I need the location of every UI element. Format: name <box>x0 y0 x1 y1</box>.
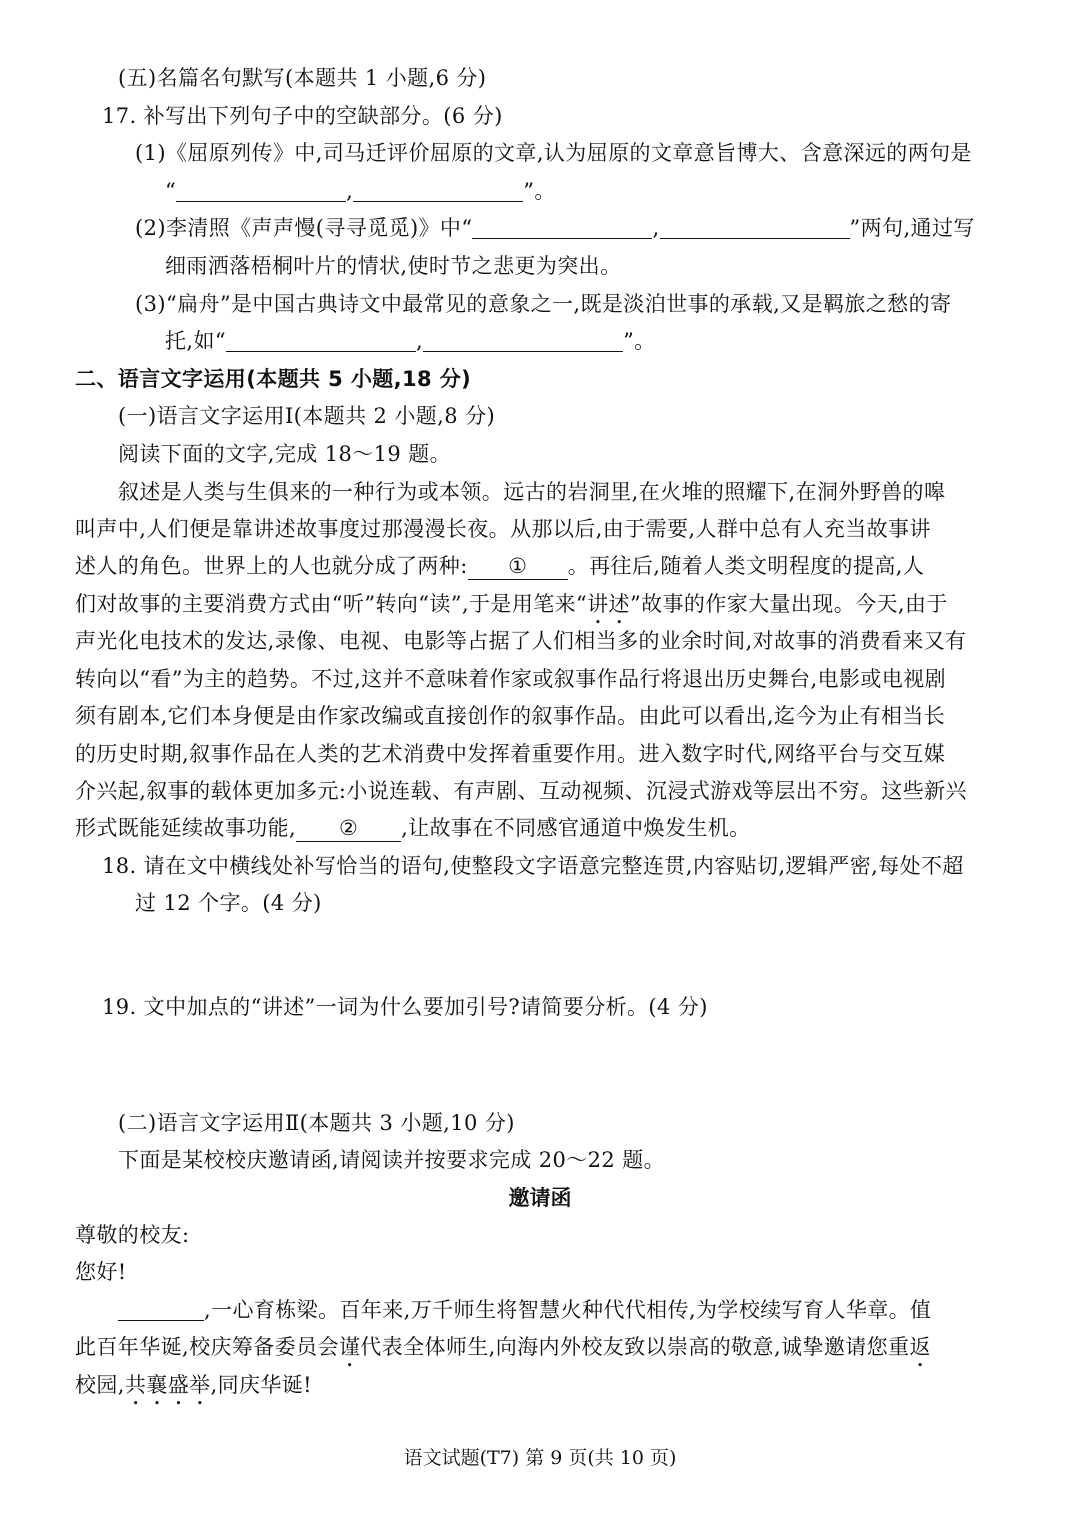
q17-part1-line2 <box>165 176 556 206</box>
passage-line: 须有剧本,它们本身便是由作家改编或直接创作的叙事作品。由此可以看出,迄今为止有相当长 <box>75 704 946 728</box>
passage-text: 。再往后,随着人类文明程度的提高,人 <box>567 554 925 578</box>
answer-blank[interactable] <box>423 329 623 352</box>
passage-line: 叙述是人类与生俱来的一种行为或本领。远古的岩洞里,在火堆的照耀下,在洞外野兽的嗥 <box>118 480 946 504</box>
passage-text: 形式既能延续故事功能, <box>75 816 297 840</box>
letter-line3 <box>75 1370 312 1410</box>
close-quote: ”。 <box>523 179 556 203</box>
passage-line: 的历史时期,叙事作品在人类的艺术消费中发挥着重要作用。进入数字时代,网络平台与交互媒 <box>75 742 946 766</box>
comma: , <box>652 216 660 240</box>
comma: , <box>346 179 354 203</box>
passage-line: 转向以“看”为主的趋势。不过,这并不意味着作家或叙事作品行将退出历史舞台,电影或电视剧 <box>75 667 947 691</box>
q17-part2-start: (2)李清照《声声慢(寻寻觅觅)》中“ <box>135 216 473 240</box>
letter-salutation: 尊敬的校友: <box>75 1223 190 1247</box>
letter-text: ,同庆华诞! <box>210 1373 313 1397</box>
q19-stem: 19. 文中加点的“讲述”一词为什么要加引号?请简要分析。(4 分) <box>102 995 708 1019</box>
dotted-word-jiangshu: 讲述 <box>587 592 630 616</box>
q18-line1: 18. 请在文中横线处补写恰当的语句,使整段文字语意完整连贯,内容贴切,逻辑严密,每处不超 <box>102 854 964 878</box>
section5-header: (五)名篇名句默写(本题共 1 小题,6 分) <box>118 66 487 90</box>
answer-blank[interactable] <box>226 329 416 352</box>
q17-part3-line2 <box>165 326 656 356</box>
part2-header: 二、语言文字运用(本题共 5 小题,18 分) <box>75 367 472 391</box>
dotted-word-gongxiangshengju: 共襄盛举 <box>124 1373 211 1397</box>
close-quote: ”。 <box>623 329 656 353</box>
sub1-instruction: 阅读下面的文字,完成 18～19 题。 <box>118 442 452 466</box>
q17-part1-line1: (1)《屈原列传》中,司马迁评价屈原的文章,认为屈原的文章意旨博大、含意深远的两句是 <box>135 141 972 165</box>
q17-part2-line2: 细雨洒落梧桐叶片的情状,使时节之悲更为突出。 <box>165 254 622 278</box>
q17-part2-end: ”两句,通过写 <box>849 216 975 240</box>
sub1-header: (一)语言文字运用Ⅰ(本题共 2 小题,8 分) <box>118 404 496 428</box>
letter-text: 代表全体师生,向海内外校友致以崇高的敬意,诚挚邀请您重 <box>360 1335 910 1359</box>
answer-blank[interactable] <box>353 179 523 202</box>
page-footer: 语文试题(T7) 第 9 页(共 10 页) <box>403 1447 677 1469</box>
answer-blank[interactable] <box>176 179 346 202</box>
passage-text: ,让故事在不同感官通道中焕发生机。 <box>401 816 751 840</box>
blank-1[interactable]: ① <box>468 553 568 580</box>
passage-line: 介兴起,叙事的载体更加多元:小说连载、有声剧、互动视频、沉浸式游戏等层出不穷。这些新兴 <box>75 779 967 803</box>
blank-2[interactable]: ② <box>296 815 401 842</box>
answer-blank[interactable] <box>660 216 850 239</box>
sub2-header: (二)语言文字运用Ⅱ(本题共 3 小题,10 分) <box>118 1111 515 1135</box>
letter-text: ,一心育栋梁。百年来,万千师生将智慧火种代代相传,为学校续写育人华章。值 <box>204 1298 932 1322</box>
letter-text: 此百年华诞,校庆筹备委员会 <box>75 1335 339 1359</box>
passage-text: 们对故事的主要消费方式由“听”转向“读”,于是用笔来“ <box>75 592 588 616</box>
letter-line1 <box>118 1295 931 1325</box>
q17-stem: 17. 补写出下列句子中的空缺部分。(6 分) <box>102 104 503 128</box>
passage-line <box>75 551 924 581</box>
sub2-instruction: 下面是某校校庆邀请函,请阅读并按要求完成 20～22 题。 <box>118 1148 666 1172</box>
q17-part3-line1: (3)“扁舟”是中国古典诗文中最常见的意象之一,既是淡泊世事的承载,又是羁旅之愁的寄 <box>135 292 952 316</box>
letter-text: 校园, <box>75 1373 125 1397</box>
comma: , <box>416 329 424 353</box>
dotted-word-fan: 返 <box>909 1335 931 1359</box>
q18-line2: 过 12 个字。(4 分) <box>135 891 322 915</box>
q17-part3-start: 托,如“ <box>165 329 227 353</box>
passage-text: ”故事的作家大量出现。今天,由于 <box>629 592 948 616</box>
passage-line: 声光化电技术的发达,录像、电视、电影等占据了人们相当多的业余时间,对故事的消费看来又有 <box>75 629 967 653</box>
open-quote: “ <box>165 179 177 203</box>
letter-greeting: 您好! <box>75 1260 127 1284</box>
passage-line: 叫声中,人们便是靠讲述故事度过那漫漫长夜。从那以后,由于需要,人群中总有人充当故事讲 <box>75 517 931 541</box>
answer-blank[interactable] <box>118 1298 204 1321</box>
passage-line <box>75 813 751 843</box>
q17-part2-line1 <box>135 213 975 243</box>
letter-line2 <box>75 1332 931 1372</box>
passage-text: 述人的角色。世界上的人也就分成了两种: <box>75 554 468 578</box>
answer-blank[interactable] <box>472 216 652 239</box>
dotted-word-jin: 谨 <box>338 1335 361 1359</box>
letter-title: 邀请函 <box>508 1186 572 1210</box>
passage-line <box>75 589 948 629</box>
